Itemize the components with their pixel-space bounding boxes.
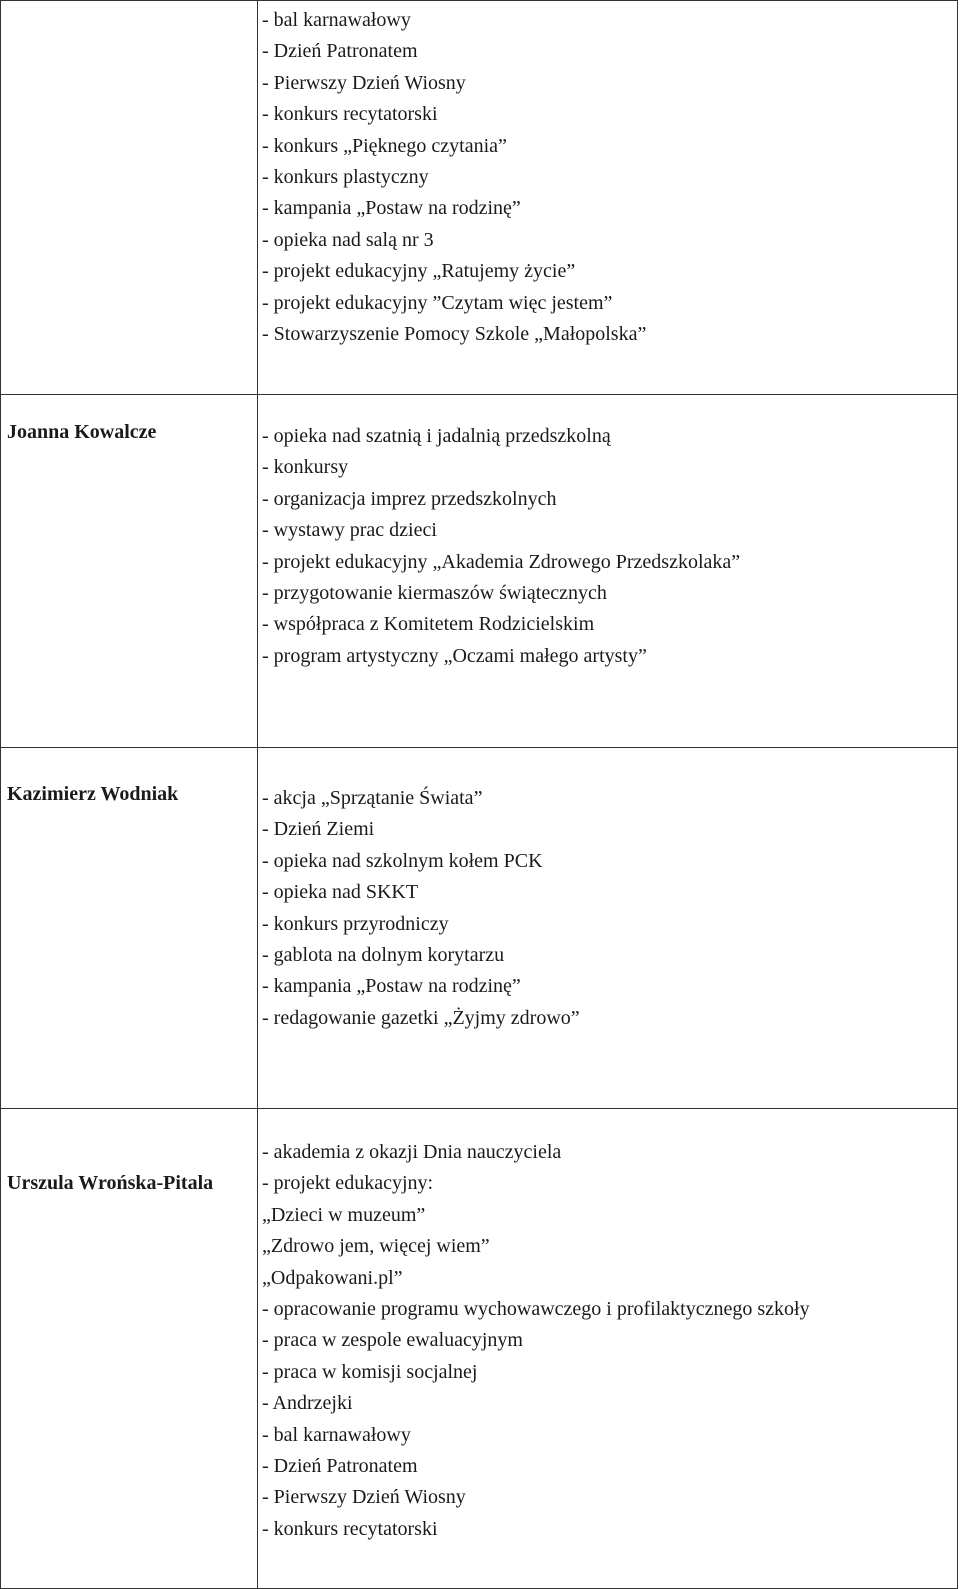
task-item: - kampania „Postaw na rodzinę” <box>262 197 521 220</box>
task-item: - konkursy <box>262 456 349 479</box>
task-item: - opieka nad szatnią i jadalnią przedszkolną <box>262 425 611 447</box>
task-item: - opieka nad salą nr 3 <box>262 228 434 251</box>
table-row <box>1 395 958 748</box>
task-item: „Dzieci w muzeum” <box>262 1203 426 1226</box>
task-item: - wystawy prac dzieci <box>262 519 437 542</box>
task-item: - konkurs plastyczny <box>262 165 429 188</box>
task-item: - program artystyczny „Oczami małego artysty” <box>262 644 647 667</box>
task-item: - praca w zespole ewaluacyjnym <box>262 1329 523 1352</box>
task-item: - opieka nad SKKT <box>262 881 419 904</box>
task-item: - akcja „Sprzątanie Świata” <box>262 787 483 809</box>
task-item: - konkurs recytatorski <box>262 103 438 126</box>
task-item: - Stowarzyszenie Pomocy Szkole „Małopolska” <box>262 322 647 345</box>
task-item: - opieka nad szkolnym kołem PCK <box>262 849 543 872</box>
task-item: - konkurs „Pięknego czytania” <box>262 134 507 157</box>
task-item: - konkurs recytatorski <box>262 1517 438 1540</box>
task-item: - projekt edukacyjny ”Czytam więc jestem” <box>262 291 613 314</box>
task-list-cell <box>258 1 958 395</box>
task-list-cell <box>258 1109 958 1589</box>
teacher-name-cell <box>1 1109 258 1589</box>
task-item: - Pierwszy Dzień Wiosny <box>262 1486 466 1509</box>
task-item: - współpraca z Komitetem Rodzicielskim <box>262 613 595 636</box>
task-item: - Andrzejki <box>262 1392 353 1415</box>
teacher-name: Joanna Kowalcze <box>7 421 157 443</box>
table-row <box>1 748 958 1109</box>
task-item: - projekt edukacyjny „Akademia Zdrowego Przedszkolaka” <box>262 550 741 573</box>
teacher-name-cell <box>1 748 258 1109</box>
task-list-cell <box>258 395 958 748</box>
task-item: - Dzień Ziemi <box>262 818 375 841</box>
task-list-cell <box>258 748 958 1109</box>
table-body <box>1 1 958 1589</box>
task-item: - Pierwszy Dzień Wiosny <box>262 71 466 94</box>
task-item: - Dzień Patronatem <box>262 40 418 63</box>
task-item: - projekt edukacyjny: <box>262 1172 434 1195</box>
teacher-name: Urszula Wrońska-Pitala <box>7 1172 214 1194</box>
task-item: - bal karnawałowy <box>262 1423 411 1446</box>
task-item: - akademia z okazji Dnia nauczyciela <box>262 1141 562 1163</box>
task-item: - konkurs przyrodniczy <box>262 912 449 935</box>
task-item: - organizacja imprez przedszkolnych <box>262 487 557 510</box>
task-item: - przygotowanie kiermaszów świątecznych <box>262 581 607 604</box>
task-item: „Odpakowani.pl” <box>262 1266 403 1289</box>
task-item: - praca w komisji socjalnej <box>262 1360 478 1383</box>
task-item: - Dzień Patronatem <box>262 1454 418 1477</box>
task-item: - gablota na dolnym korytarzu <box>262 943 505 966</box>
task-item: - projekt edukacyjny „Ratujemy życie” <box>262 260 576 283</box>
task-item: - bal karnawałowy <box>262 9 411 31</box>
task-item: - redagowanie gazetki „Żyjmy zdrowo” <box>262 1006 580 1029</box>
table-row <box>1 1 958 395</box>
teacher-name: Kazimierz Wodniak <box>7 783 179 805</box>
table-row <box>1 1109 958 1589</box>
teacher-name-cell <box>1 395 258 748</box>
teacher-name-cell <box>1 1 258 395</box>
task-item: „Zdrowo jem, więcej wiem” <box>262 1235 490 1258</box>
task-item: - opracowanie programu wychowawczego i profilaktycznego szkoły <box>262 1297 810 1320</box>
task-item: - kampania „Postaw na rodzinę” <box>262 975 521 998</box>
